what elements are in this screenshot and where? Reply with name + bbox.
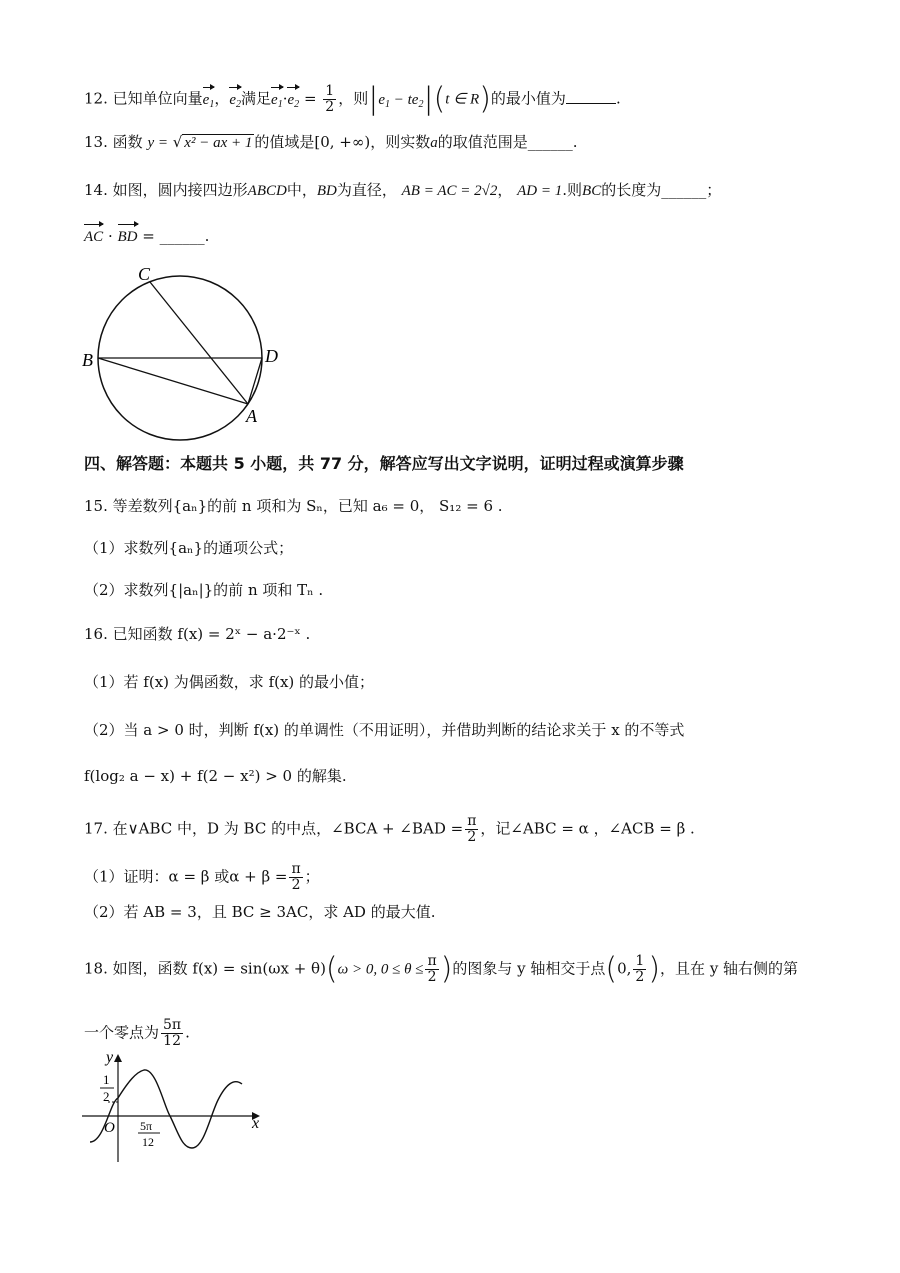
question-15-part2: （2）求数列{|aₙ|}的前 n 项和 Tₙ . <box>84 581 324 599</box>
q18-line2-text: 一个零点为 <box>84 1023 160 1042</box>
denominator: 2 <box>467 829 477 845</box>
label-zero-den: 12 <box>142 1135 154 1149</box>
condition: t ∈ R <box>445 91 480 108</box>
q12-then: ，则 <box>338 89 369 108</box>
label-origin: O <box>104 1120 115 1136</box>
equals: = <box>303 89 317 108</box>
question-13: 13. 函数 y = √ x² − ax + 1 的值域是[0, +∞)，则实数a的取值范围是______. <box>84 133 578 151</box>
q17-stem-a: 在∨ABC 中，D 为 BC 的中点，∠BCA + ∠BAD = <box>112 819 464 838</box>
q12-text-mid: 满足 <box>241 89 272 108</box>
segment-ca-line <box>150 282 248 404</box>
fraction-5pi-over-12 <box>161 1018 183 1049</box>
segment-bd: BD <box>316 183 337 199</box>
question-17-part1 <box>84 862 320 893</box>
q13-post: ，则实数 <box>370 133 431 151</box>
q12-text: 已知单位向量 <box>112 89 203 108</box>
vector-e2: $e_2$ <box>229 90 241 115</box>
q18-text3: ，且在 y 轴右侧的第 <box>660 959 799 978</box>
segment-bc: BC <box>582 183 602 199</box>
denominator: 2 <box>325 99 335 115</box>
segment-ad-line <box>248 358 262 404</box>
vector-e1: $e_1$ <box>203 90 215 115</box>
circle-figure <box>78 262 288 442</box>
label-half-den: 2 <box>103 1089 110 1104</box>
q17-part1-text: （1）证明：α = β 或α + β = <box>84 867 288 886</box>
denominator: 12 <box>163 1033 181 1049</box>
denominator: 2 <box>635 969 645 985</box>
numerator: π <box>291 861 301 877</box>
question-16-inequality: f(log₂ a − x) + f(2 − x²) > 0 的解集. <box>84 767 347 785</box>
question-number: 14. <box>84 181 108 199</box>
q13-pre: 函数 <box>112 133 143 151</box>
q17-stem-b: ，记∠ABC = α ，∠ACB = β . <box>480 819 695 838</box>
sine-graph-figure <box>78 1046 278 1166</box>
question-number: 18. <box>84 959 108 978</box>
variable-a: a <box>430 135 438 151</box>
point-x: 0, <box>617 959 632 978</box>
label-d: D <box>265 346 278 366</box>
q12-sep: ， <box>214 89 230 108</box>
q17-part1-end: ； <box>304 867 320 886</box>
function-lhs: y = <box>147 135 168 151</box>
y-axis-arrow <box>114 1054 122 1062</box>
question-15-part1: （1）求数列{aₙ}的通项公式； <box>84 539 294 557</box>
length-ad: AD = 1 <box>517 183 563 199</box>
answer-blank[interactable] <box>566 103 616 104</box>
question-14 <box>84 180 721 201</box>
fraction-pi-over-2 <box>425 954 438 985</box>
question-16-part1: （1）若 f(x) 为偶函数，求 f(x) 的最小值； <box>84 673 375 691</box>
numerator: 1 <box>635 953 645 969</box>
length-equation: AB = AC = 2√2 <box>401 183 498 199</box>
question-17-part2: （2）若 AB = 3，且 BC ≥ 3AC，求 AD 的最大值. <box>84 903 436 921</box>
segment-ba-line <box>98 358 248 404</box>
q18-condition: ω > 0, 0 ≤ θ ≤ <box>337 961 424 978</box>
q12-end: . <box>615 89 621 108</box>
vector-e2-b: $e_2$ <box>287 90 299 115</box>
numerator: π <box>427 953 437 969</box>
q14-line2-end: = ______. <box>142 227 210 245</box>
label-half-num: 1 <box>103 1072 110 1087</box>
vector-e1-b: $e_1$ <box>271 90 283 115</box>
numerator: 1 <box>325 83 335 99</box>
label-b: B <box>82 350 93 370</box>
label-a: A <box>246 406 257 426</box>
label-zero-num: 5π <box>140 1119 153 1133</box>
q16-stem: 已知函数 f(x) = 2ˣ − a·2⁻ˣ . <box>112 625 311 643</box>
question-number: 16. <box>84 625 108 643</box>
q18-end: . <box>185 1023 190 1042</box>
fraction-half <box>323 84 336 115</box>
question-number: 13. <box>84 133 108 151</box>
question-12: 12. 已知单位向量$e_1$，$e_2$满足$e_1\cdot e_2$ = $\frac{1}{2}$ ，则$|e_1 - te_2|(t$ ∈ R)的最小值为 . <box>84 81 621 117</box>
numerator: 5π <box>163 1017 182 1033</box>
question-14-line2 <box>84 226 209 247</box>
q13-end: 的取值范围是______. <box>437 133 578 151</box>
denominator: 2 <box>291 877 301 893</box>
fraction-pi-over-2-b <box>289 862 302 893</box>
q12-post: 的最小值为 <box>490 89 566 108</box>
vector-bd: BD <box>117 229 138 245</box>
question-15 <box>84 496 503 516</box>
section-heading: 四、解答题：本题共 5 小题，共 77 分，解答应写出文字说明，证明过程或演算步骤 <box>84 454 684 473</box>
question-number: 15. <box>84 497 108 515</box>
question-16 <box>84 624 310 644</box>
question-18-line2 <box>84 1018 190 1049</box>
label-y: y <box>106 1049 114 1066</box>
q14-text1: 如图，圆内接四边形 <box>112 181 248 199</box>
question-16-part2: （2）当 a > 0 时，判断 f(x) 的单调性（不用证明），并借助判断的结论求关于 x 的不等式 <box>84 721 685 739</box>
question-number: 12. <box>84 89 108 108</box>
vector-ac: AC <box>84 229 104 245</box>
dot-op: · <box>107 227 113 245</box>
question-number: 17. <box>84 819 108 838</box>
fraction-half <box>633 954 646 985</box>
q14-text3: 为直径， <box>336 181 397 199</box>
question-17 <box>84 814 695 845</box>
q14-text5: .则 <box>562 181 583 199</box>
abs-expression: $e_1 - te_2$ <box>378 91 424 110</box>
sine-curve <box>90 1070 242 1148</box>
q15-stem: 等差数列{aₙ}的前 n 项和为 Sₙ，已知 a₆ = 0， S₁₂ = 6 . <box>112 497 503 515</box>
q18-text2: 的图象与 y 轴相交于点 <box>452 959 606 978</box>
q14-comma: ， <box>497 181 513 199</box>
question-18: 18. 如图，函数 f(x) = sin(ωx + θ)(ω > 0, 0 ≤ θ ≤ $\frac{\pi}{2}$ )的图象与 y 轴相交于点(0, $\frac{1}{2}$ )，且在 y 轴右侧的第 <box>84 951 799 987</box>
q13-range-text: 的值域是 <box>254 133 315 151</box>
quad-name: ABCD <box>247 183 287 199</box>
range-interval: [0, +∞) <box>314 133 371 151</box>
radicand: x² − ax + 1 <box>184 135 253 151</box>
label-x: x <box>252 1115 260 1132</box>
q14-text6: 的长度为______； <box>601 181 722 199</box>
numerator: π <box>467 813 477 829</box>
q18-function: 如图，函数 f(x) = sin(ωx + θ) <box>112 959 326 978</box>
denominator: 2 <box>427 969 437 985</box>
label-c: C <box>138 264 151 284</box>
fraction-pi-over-2 <box>465 814 478 845</box>
q14-text2: 中， <box>286 181 317 199</box>
